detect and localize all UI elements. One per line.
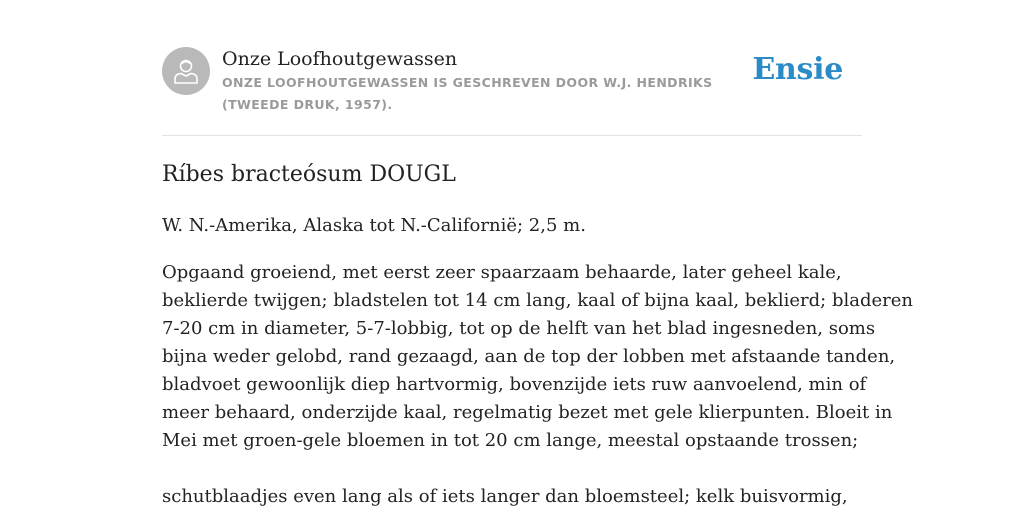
description-line: bijna weder gelobd, rand gezaagd, aan de top der lobben met afstaande tanden, xyxy=(162,346,896,367)
description-line: Opgaand groeiend, met eerst zeer spaarzaam behaarde, later geheel kale, xyxy=(162,262,842,283)
description-line: meer behaard, onderzijde kaal, regelmatig bezet met gele klierpunten. Bloeit in xyxy=(162,402,893,423)
source-title[interactable]: Onze Loofhoutgewassen xyxy=(222,48,458,70)
continuation-paragraph xyxy=(162,483,862,511)
avatar[interactable] xyxy=(162,47,210,95)
description-line: 7-20 cm in diameter, 5-7-lobbig, tot op de helft van het blad ingesneden, soms xyxy=(162,318,876,339)
source-header xyxy=(162,47,862,135)
distribution-paragraph: W. N.-Amerika, Alaska tot N.-Californië; 2,5 m. xyxy=(162,215,586,236)
description-line: bladvoet gewoonlijk diep hartvormig, bovenzijde iets ruw aanvoelend, min of xyxy=(162,374,867,395)
source-subtitle: ONZE LOOFHOUTGEWASSEN IS GESCHREVEN DOOR W.J. HENDRIKS (TWEEDE DRUK, 1957). xyxy=(222,75,713,112)
header-divider xyxy=(162,135,862,136)
ensie-logo-link[interactable]: Ensie xyxy=(752,52,843,87)
description-line: beklierde twijgen; bladstelen tot 14 cm lang, kaal of bijna kaal, beklierd; bladeren xyxy=(162,290,913,311)
entry-title: Ríbes bracteósum DOUGL xyxy=(162,162,456,187)
description-line: Mei met groen-gele bloemen in tot 20 cm lange, meestal opstaande trossen; xyxy=(162,430,859,451)
continuation-line: schutblaadjes even lang als of iets langer dan bloemsteel; kelk buisvormig, xyxy=(162,486,848,507)
user-icon xyxy=(162,47,210,95)
description-paragraph xyxy=(162,259,913,455)
page xyxy=(162,0,913,512)
